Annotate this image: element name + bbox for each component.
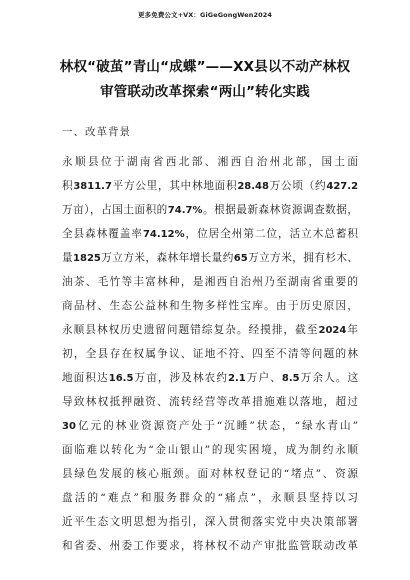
body-line: 永顺县位于湖南省西北部、湘西自治州北部，国土面: [62, 156, 358, 168]
body-line: 积3811.7平方公里，其中林地面积28.48万公顷（约427.2: [62, 180, 359, 192]
body-line: 县绿色发展的核心瓶颈。面对林权登记的“堵点”、资源: [62, 468, 358, 480]
body-line: 初，全县存在权属争议、证地不符、四至不清等问题的林: [62, 348, 358, 360]
figure-number: 427.2: [326, 181, 359, 192]
figure-number: 16.5: [108, 373, 134, 384]
body-line: 商品材、生态公益林和生物多样性宝库。由于历史原因，: [62, 300, 358, 312]
figure-number: 1825: [73, 253, 101, 264]
figure-number: 74.7%: [167, 205, 203, 216]
body-line: 和省委、州委工作要求，将林权不动产审批监管联动改革: [62, 540, 358, 552]
figure-number: 2.1: [228, 373, 246, 384]
header-note: 更多免费公文+VX：GiGeGongWen2024: [138, 11, 272, 19]
figure-number: 28.48: [237, 181, 269, 192]
body-line: 近平生态文明思想为指引，深入贯彻落实党中央决策部署: [62, 516, 358, 528]
figure-number: 74.12%: [142, 229, 185, 240]
body-line: 导致林权抵押融资、流转经营等改革措施难以落地，超过: [62, 396, 358, 408]
body-line: 30亿元的林业资源资产处于“沉睡”状态，“绿水青山”: [62, 420, 358, 432]
body-line: 面临难以转化为“金山银山”的现实困境，成为制约永顺: [62, 444, 358, 456]
body-line: 量1825万立方米，森林年增长量约65万立方米，拥有杉木、: [62, 252, 359, 264]
figure-number: 65: [233, 253, 248, 264]
figure-number: 2024: [318, 325, 347, 336]
body-line: 油茶、毛竹等丰富林种，是湘西自治州乃至湖南省重要的: [62, 276, 358, 288]
body-line: 地面积达16.5万亩，涉及林农约2.1万户、8.5万余人。这: [62, 372, 359, 384]
section-heading: 一、改革背景: [62, 126, 131, 138]
body-line: 盘活的“难点”和服务群众的“痛点”，永顺县坚持以习: [62, 492, 358, 504]
body-text: [62, 150, 358, 558]
figure-number: 30: [62, 421, 76, 432]
body-line: 全县森林覆盖率74.12%，位居全州第二位，活立木总蓄积: [62, 228, 359, 240]
document-title-line-1: 林权“破茧”青山“成蝶”——XX县以不动产林权: [59, 59, 351, 75]
figure-number: 3811.7: [73, 181, 112, 192]
body-line: 永顺县林权历史遗留问题错综复杂。经摸排，截至2024年: [62, 324, 359, 336]
figure-number: 8.5: [281, 373, 300, 384]
body-line: 万亩），占国土面积的74.7%。根据最新森林资源调查数据，: [62, 204, 358, 216]
document-title-line-2: 审管联动改革探索“两山”转化实践: [100, 84, 310, 100]
